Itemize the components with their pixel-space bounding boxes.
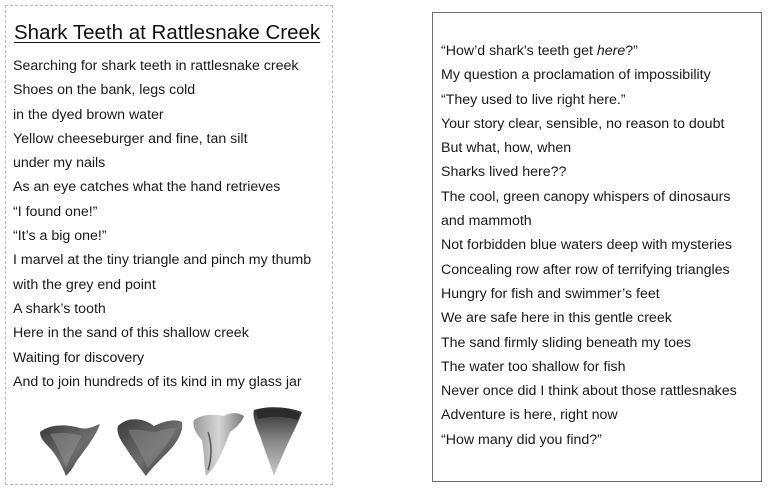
poem-line: I marvel at the tiny triangle and pinch my thumb: [13, 252, 312, 269]
poem-line: Adventure is here, right now: [441, 407, 618, 424]
right-poem-lines: [441, 39, 737, 452]
poem-line: The water too shallow for fish: [441, 358, 626, 375]
shark-tooth-icon: [253, 407, 302, 476]
poem-line: “How many did you find?”: [441, 431, 602, 448]
poem-line-end: ?”: [625, 43, 638, 59]
poem-line: Shoes on the bank, legs cold: [13, 82, 196, 99]
poem-line: And to join hundreds of its kind in my glass jar: [13, 373, 302, 390]
poem-line: Here in the sand of this shallow creek: [13, 325, 249, 342]
right-poem-panel: [432, 12, 762, 482]
shark-tooth-icon: [193, 413, 244, 476]
shark-tooth-icon: [117, 419, 182, 476]
poem-line: Not forbidden blue waters deep with mysteries: [441, 237, 732, 254]
poem-line: But what, how, when: [441, 140, 572, 157]
poem-line: Never once did I think about those rattlesnakes: [441, 383, 737, 400]
poem-line: Your story clear, sensible, no reason to doubt: [441, 115, 725, 132]
poem-line: Waiting for discovery: [13, 349, 145, 366]
poem-line: [441, 39, 737, 63]
poem-line: under my nails: [13, 155, 106, 172]
poem-line: Searching for shark teeth in rattlesnake creek: [13, 58, 299, 74]
left-poem-lines: [13, 54, 311, 394]
poem-line: As an eye catches what the hand retrieves: [13, 179, 281, 196]
poem-line: “It’s a big one!”: [13, 228, 107, 245]
poem-line-start: “How’d shark’s teeth get: [441, 43, 597, 59]
poem-line: “They used to live right here.”: [441, 91, 626, 108]
poem-line: in the dyed brown water: [13, 106, 164, 123]
poem-line-emphasis: here: [596, 43, 626, 59]
poem-line: A shark’s tooth: [13, 300, 106, 317]
poem-line: Concealing row after row of terrifying triangles: [441, 261, 730, 278]
poem-line: Yellow cheeseburger and fine, tan silt: [13, 130, 248, 147]
poem-line: We are safe here in this gentle creek: [441, 310, 672, 327]
poem-line: The sand firmly sliding beneath my toes: [441, 334, 691, 351]
shark-tooth-icon: [40, 424, 100, 476]
poem-line: Hungry for fish and swimmer’s feet: [441, 285, 660, 302]
poem-line: The cool, green canopy whispers of dinosaurs: [441, 188, 731, 205]
poem-line: My question a proclamation of impossibility: [441, 67, 711, 84]
poem-line: and mammoth: [441, 213, 532, 230]
left-poem-panel: [5, 5, 333, 485]
shark-teeth-image: [36, 402, 306, 478]
poem-title: Shark Teeth at Rattlesnake Creek: [14, 21, 321, 44]
poem-line: with the grey end point: [13, 276, 156, 293]
poem-line: “I found one!”: [13, 203, 98, 220]
poem-line: Sharks lived here??: [441, 164, 567, 181]
